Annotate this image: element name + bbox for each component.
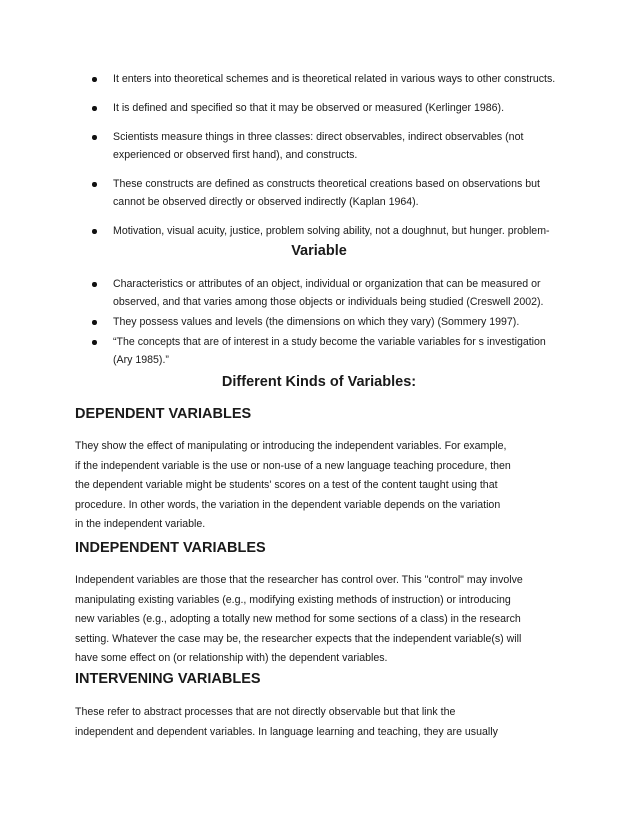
list-item	[96, 275, 566, 311]
paragraph-line: These refer to abstract processes that are not directly observable but that link the	[75, 706, 456, 718]
kinds-heading: Different Kinds of Variables:	[221, 374, 417, 390]
paragraph-line: They show the effect of manipulating or introducing the independent variables. For example,	[75, 440, 507, 452]
list-item	[96, 128, 566, 164]
list-item-line: They possess values and levels (the dimensions on which they vary) (Sommery 1997).	[113, 316, 520, 328]
paragraph-line: new variables (e.g., adopting a totally new method for some sections of a class) in the research	[75, 613, 521, 625]
paragraph-line: if the independent variable is the use or non-use of a new language teaching procedure, then	[75, 459, 511, 472]
paragraph-line: setting. Whatever the case may be, the researcher expects that the independent variable(s) will	[75, 632, 522, 645]
paragraph-line: the dependent variable might be students' scores on a test of the content taught using that	[75, 479, 498, 491]
list-item	[96, 99, 566, 117]
paragraph-line: in the independent variable.	[75, 518, 206, 530]
list-item-line: cannot be observed directly or observed indirectly (Kaplan 1964).	[113, 196, 419, 208]
variable-bullet-list	[96, 275, 566, 371]
list-item	[96, 333, 566, 369]
paragraph-line: Independent variables are those that the researcher has control over. This "control" may involve	[75, 574, 523, 586]
paragraph-line: manipulating existing variables (e.g., modifying existing methods of instruction) or introducing	[75, 593, 511, 606]
construct-bullet-list	[96, 70, 566, 251]
dependent-variables-heading: DEPENDENT VARIABLES	[75, 406, 252, 422]
list-item-line: observed, and that varies among those objects or individuals being studied (Creswell 2002).	[113, 296, 544, 308]
intervening-variables-paragraph	[75, 703, 570, 742]
list-item	[96, 175, 566, 211]
paragraph-line: independent and dependent variables. In language learning and teaching, they are usually	[75, 725, 498, 738]
paragraph-line: have some effect on (or relationship with) the dependent variables.	[75, 652, 388, 664]
list-item	[96, 222, 566, 240]
independent-variables-heading: INDEPENDENT VARIABLES	[75, 540, 266, 556]
list-item-line: It enters into theoretical schemes and is theoretical related in various ways to other constructs.	[113, 73, 556, 85]
list-item	[96, 313, 566, 331]
list-item-line: It is defined and specified so that it may be observed or measured (Kerlinger 1986).	[113, 102, 505, 114]
list-item-line: (Ary 1985).”	[113, 354, 169, 366]
list-item	[96, 70, 566, 88]
independent-variables-paragraph	[75, 571, 570, 669]
list-item-line: Characteristics or attributes of an object, individual or organization that can be measured or	[113, 278, 541, 290]
paragraph-line: procedure. In other words, the variation in the dependent variable depends on the variation	[75, 498, 501, 511]
list-item-line: Scientists measure things in three classes: direct observables, indirect observables (not	[113, 131, 524, 143]
list-item-line: Motivation, visual acuity, justice, problem solving ability, not a doughnut, but hunger. problem-	[113, 225, 550, 237]
intervening-variables-heading: INTERVENING VARIABLES	[75, 671, 261, 687]
list-item-line: experienced or observed first hand), and constructs.	[113, 149, 358, 161]
dependent-variables-paragraph	[75, 437, 570, 535]
variable-heading: Variable	[291, 243, 347, 259]
list-item-line: These constructs are defined as constructs theoretical creations based on observations but	[113, 178, 540, 190]
list-item-line: “The concepts that are of interest in a study become the variable variables for s investigation	[113, 336, 546, 348]
